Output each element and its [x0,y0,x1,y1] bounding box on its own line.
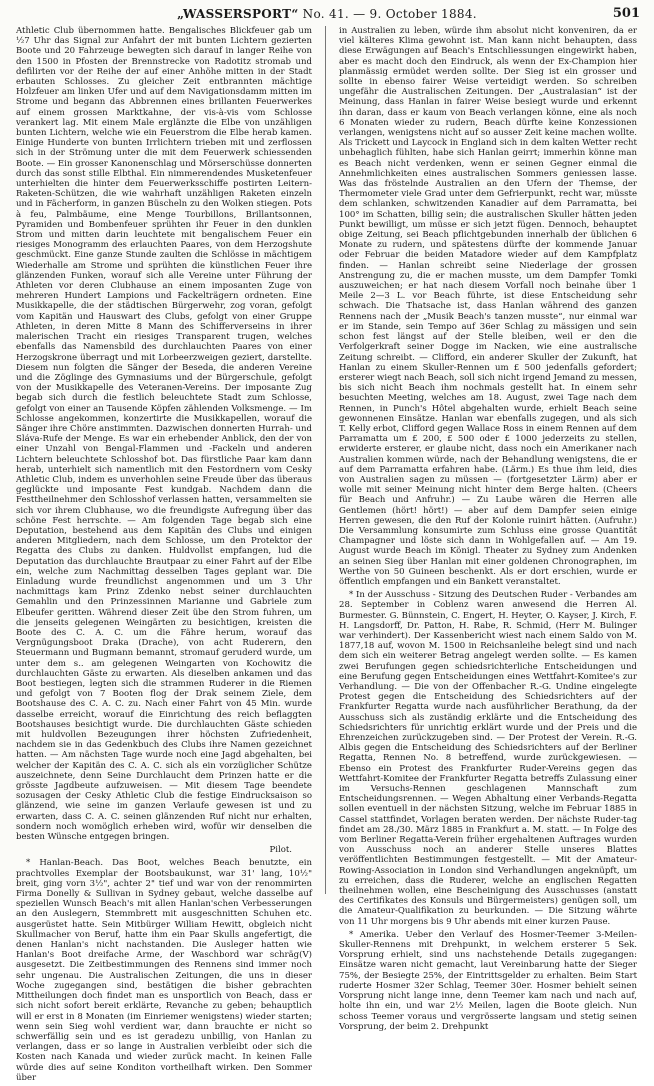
article-hanlan-beach: * Hanlan-Beach. Das Boot, welches Beach benutzte, ein prachtvolles Exemplar der Bootsbaukunst, war 31' lang, 10½" breit, ging vorn 3½", achter 2" tief und war von der renommirten Firma Donelly & Sullivan in Sydney gebaut, welche dasselbe auf speziellen Wunsch Beach's mit allen Hanlan'schen Verbesserungen an den Auslegern, Stemmbrett mit ausgeschnitten Schuhen etc. ausgerüstet hatte. Sein Mitbürger William Hewitt, obgleich nicht Skullmacher von Beruf, hatte ihm ein Paar Skulls angefertigt, die denen Hanlan's nicht nachstanden. Die Ausleger hatten wie Hanlan's Boot dreifache Arme, der Waschbord war schräg(V) ausgesetzt. Die Zeitbestimmungen des Rennens sind immer noch sehr ungenau. Die Australischen Zeitungen, die uns in dieser Woche zugegangen sind, bestätigen die bisher gebrachten Mittheilungen doch findet man es unsportlich von Beach, dass er sich nicht sofort bereit erklärte, Revanche zu geben; behauptlich will er erst in 8 Monaten (im Einriemer wenigstens) wieder starten; wenn sein Sieg wohl verdient war, dann brauchte er nicht so schwerfällig sein und es ist geradezu unbillig, von Hanlan zu verlangen, dass er so lange in Australien verbleibt oder sich die Kosten nach Kanada und wieder zurück macht. In keinen Falle würde dies auf seine Konditon vortheilhaft wirken. Den Sommer über [16,858,312,1083]
article-ruder-verband: * In der Ausschuss - Sitzung des Deutschen Ruder - Verbandes am 28. September in Coblenz waren anwesend die Herren Al. Burmester. G. Bünnstein, C. Engert, H. Heyter, O. Kayser, J. Kirch, F. H. Langsdorff, Dr. Patton, H. Rabe, R. Schmid, (Herr M. Bulinger war verhindert). Der Kassenbericht wiest nach einem Saldo von M. 1877,18 auf, wovon M. 1500 in Reichsanleihe belegt sind und nach dem sich ein weiterer Betrag angelegt werden sollte. — Es kamen zwei Berufungen gegen schiedsrichterliche Entscheidungen und eine Berufung gegen Entscheidungen eines Wettfahrt-Komitee's zur Verhandlung. — Die von der Offenbacher R.-G. Undine eingelegte Protest gegen die Entscheidung des Schiedsrichters auf der Frankfurter Regatta wurde nach ausführlicher Berathung, da der Ausschuss sich als zuständig erklärte und die Entscheidung des Schiedsrichters für unrichtig erklärt wurde und der Preis und die Ehrenzeichen zurückzugeben sind. — Der Protest der Verein. R.-G. Albis gegen die Entscheidung des Schiedsrichters auf der Berliner Regatta, Rennen No. 8 betreffend, wurde zurückgewiesen. — Ebenso ein Protest des Frankfurter Ruder-Vereins gegen das Wettfahrt-Komitee der Frankfurter Regatta betreffs Zulassung einer im Versuchs-Rennen geschlagenen Mannschaft zum Entscheidungsrennen. — Wegen Abhaltung einer Verbands-Regatta sollen eventuell in der nächsten Sitzung, welche im Februar 1885 in Cassel stattfindet, Vorlagen beraten werden. Der nächste Ruder-tag findet am 28./30. März 1885 in Frankfurt a. M. statt. — In Folge des vom Berliner Regatta-Verein früher ergehaltenen Auftrages wurden von Ausschuss noch an anderer Stelle unseres Blattes veröffentlichten Bestimmungen festgestellt. — Mit der Amateur-Rowing-Association in London sind Verhandlungen angeknüpft, um zu erreichen, dass die Ruderer, welche an englischen Regatten theilnehmen wollen, eine Bescheinigung des Ausschusses (anstatt des Certifikates des Konsuls und Bürgermeisters) genügen soll, um die Amateur-Qualifikation zu beurkunden. — Die Sitzung währte von 11 Uhr morgens bis 9 Uhr abends mit einer kurzen Pause. [339,590,637,927]
article-continuation: Athletic Club übernommen hatte. Bengalisches Blickfeuer gab um ½7 Uhr das Signal zur Anfahrt der mit bunten Lichtern gezierten Boote und 20 Fahrzeuge bewegten sich darauf in langer Reihe von den 1500 in Pfosten der Brennstrecke von Radotitz stromab und defilirten vor der Reihe der auf einer Anhöhe mitten in der Stadt erbauten Schlosses. Zu gleicher Zeit entbrannten mächtige Holzfeuer am linken Ufer und auf dem Navigationsdamm mitten im Strome und begann das Abbrennen eines brillanten Feuerwerkes auf einem grossen Marktkahne, der vis-à-vis vom Schlosse verankert lag. Mit einem Male erglänzte die Elbe von unzähligen bunten Lichtern, welche wie ein Feuerstrom die Elbe herab kamen. Einige Hunderte von bunten Irrlichtern trieben mit und zerflossen sich in der Strömung unter die mit dem Feuerwerk schiessenden Boote. — Ein grosser Kanonenschlag und Mörserschüsse donnerten durch das sonst stille Elbthal. Ein nimmerendendes Musketenfeuer unterhielten die hinter dem Feuerwerksschiffe postirten Leitern-Raketen-Schützen, die wie wahrhaft unzähligen Raketen einzeln und in Fächerform, in ganzen Büscheln zu den Wolken stiegen. Pots à feu, Palmbäume, eine Menge Tourbillons, Brillantsonnen, Pyramiden und Bombenfeuer sprühten ihr Feuer in den dunklen Strom und mitten darin leuchtete mit bengalischem Feuer ein riesiges Monogramm des erlauchten Paares, von dem Herzogshute geschmückt. Eine ganze Stunde zaulten die Schlösse in mächtigem Wiederhalle am Strome und sprühten die künstlichen Feuer ihre glänzenden Funken, worauf sich alle Vereine unter Führung der Athleten vor deren Clubhause an einem imposanten Zuge von mehreren Hundert Lampions und Fackelträgern ordneten. Eine Musikkapelle, die der städtischen Bürgerwehr, zog voran, gefolgt vom Kapitän und Hauswart des Clubs, gefolgt von einer Gruppe Athleten, in deren Mitte 8 Mann des Schifferverseins in ihrer malerischen Tracht ein riesiges Transparent trugen, welches ebenfalls das Namensbild des durchlauchten Paares von einer Herzogskrone überragt und mit Lorbeerzweigen geziert, darstellte. Diesem nun folgten die Sänger der Beseda, die anderen Vereine und die Zöglinge des Gymnasiums und der Bürgerschule, gefolgt von der Musikkapelle des Veteranen-Vereins. Der imposante Zug begab sich durch die festlich beleuchtete Stadt zum Schlosse, gefolgt von einer an Tausende Köpfen zählenden Volksmenge. — Im Schlosse angekommen, konzertirte die Musikkapellen, worauf die Sänger ihre Chöre anstimmten. Dazwischen donnerten Hurrah- und Sláva-Rufe der Menge. Es war ein erhebender Anblick, den der von einer Unzahl von Bengal-Flammen und -Fackeln und anderen Lichtern beleuchtete Schlosshof bot. Das fürstliche Paar kam dann herab, unterhielt sich namentlich mit den Festordnern vom Cesky Athletic Club, indem es unverhohlen seine Freude über das überaus geglückte und imposante Fest kundgab. Nachdem dann die Festtheilnehmer den Schlosshof verlassen hatten, versammelten sie sich vor ihrem Clubhause, wo die freundigste Aufregung über das schöne Fest herrschte. — Am folgenden Tage begab sich eine Deputation, bestehend aus dem Kapitän des Clubs und einigen anderen Mitgliedern, nach dem Schlosse, um den Protektor der Regatta des Clubs zu danken. Huldvollst empfangen, lud die Deputation das durchlauchte Brautpaar zu einer Fahrt auf der Elbe ein, welche zum Nachmittag desselben Tages geplant war. Die Einladung wurde freundlichst angenommen und um 3 Uhr nachmittags kam Prinz Zdenko nebst seiner durchlauchten Gemahlin und den Prinzessinnen Marianne und Gabriele zum Elbeufer geritten. Während dieser Zeit übe den Strom fuhren, um die jenseits gelegenen Weingärten zu besichtigen, kreisten die Boote des C. A. C. um die Fähre herum, worauf das Vergnügungsboot Draka (Drache), von acht Ruderern, den Steuermann und Bugmann bemannt, stromauf geruderd wurde, um unter dem s.. am gelegenen Weingarten von Kochowitz die durchlauchten Gäste zu erwarten. Als dieselben ankamen und das Boot bestiegen, legten sich die strammen Ruderer in die Riemen und gefolgt von 7 Booten flog der Drak seinem Ziele, dem Bootshause des C. A. C. zu. Nach einer Fahrt von 45 Min. wurde dasselbe erreicht, worauf die Einrichtung des reich beflaggten Bootshauses besichtigt wurde. Die durchlauchten Gäste schieden mit huldvollen Bezeugungen ihrer höchsten Zufriedenheit, nachdem sie in das Gedenkbuch des Clubs ihre Namen gezeichnet hatten. — Am nächsten Tage wurde noch eine Jagd abgehalten, bei welcher der Kapitän des C. A. C. sich als ein vorzüglicher Schütze auszeichnete, denn Seine Durchlaucht dem Prinzen hatte er die grösste Jagdbeute aufzuweisen. — Mit diesem Tage beendete sozusagen der Cesky Athletic Club die festige Eindrucksaison so glänzend, wie seine im ganzen Verlaufe gewesen ist und zu erwarten, dass C. A. C. seinen glänzenden Ruf nicht nur erhalten, sondern noch womöglich erheben wird, wofür wir denselben die besten Wünsche entgegen bringen. [16,26,312,843]
article-amerika: * Amerika. Ueber den Verlauf des Hosmer-Teemer 3-Meilen-Skuller-Rennens mit Drehpunkt, in welchem ersterer 5 Sek. Vorsprung erhielt, sind uns nachstehende Details zugegangen: Einsätze waren nicht gemacht, laut Vereinbarung hatte der Sieger 75%, der Besiegte 25%, der Eintrittsgelder zu erhalten. Beim Start ruderte Hosmer 32er Schlag, Teemer 30er. Hosmer behielt seinen Vorsprung nicht lange inne, denn Teemer kam nach und nach auf, holte ihn ein, und war 2½ Meilen, lagen die Boote gleich. Nun schoss Teemer voraus und vergrösserte langsam und stetig seinen Vorsprung, der beim 2. Drehpunkt [339,929,637,1032]
issue-line: No. 41. — 9. October 1884. [302,7,477,21]
page-header [0,6,654,26]
running-title [0,7,654,21]
column-divider [325,26,326,894]
article-hanlan-beach-continued: in Australien zu leben, würde ihm absolut nicht konveniren, da er viel kälteres Klima gewohnt ist. Man kann nicht behaupten, dass diese Erwägungen auf Beach's Entschliessungen eingewirkt haben, aber es macht doch den Eindruck, als wenn der Ex-Champion hier planmässig ermüdet werden sollte. Der Sieg ist ein grosser und sollte in ebenso fairer Weise verteidigt werden. So schreiben ungefähr die Australischen Zeitungen. Der „Australasian“ ist der Meinung, dass Hanlan in fairer Weise besiegt wurde und erkennt ihn daran, dass er kaum von Beach verlangen könne, eine als noch 6 Monaten wieder zu rudern, Beach dürfte keine Konzessionen verlangen, wenigstens nicht auf so ausser Zeit keine machen wollte. Als Trickett und Laycock in England sich in dem kalten Wetter recht unbehaglich fühlten, habe sich Hanlan geirrt; immerhin könne man es Beach nicht verdenken, wenn er seinen Gegner einmal die Annehmlichkeiten eines australischen Sommers geniessen lasse. Was das fröstelnde Australien an den Ufern der Themse, der Thermometer viele Grad unter dem Gefrierpunkt, recht war, müsste dem schlanken, schwitzenden Kanadier auf dem Parramatta, bei 100° im Schatten, billig sein; die australischen Skuller hätten jeden Punkt bewilligt, um müsse er sich jetzt fügen. Dennoch, behauptet obige Zeitung, sei Beach pflichtgebunden innerhalb der üblichen 6 Monate zu rudern, und spätestens dürfte der kommende Januar oder Februar die beiden Matadore wieder auf dem Kampfplatz finden. — Hanlan schreibt seine Niederlage der grossen Anstrengung zu, die er machen musste, um dem Dampfer Tomki auszuweichen; er hat nach diesem Vorfall noch beinahe über 1 Meile 2—3 L. vor Beach führte, ist diese Entscheidung sehr schwach. Die Thatsache ist, dass Hanlan während des ganzen Rennens nach der „Musik Beach's tanzen musste“, nur einmal war er im Stande, sein Tempo auf 36er Schlag zu mässigen und sein schon fest längst auf der Stelle bleiben, weil er den die Verfolgerkraft seiner Dogge im Nacken, wie eine australische Zeitung schreibt. — Clifford, ein anderer Skuller der Zukunft, hat Hanlan zu einem Skuller-Rennen um £ 500 jedenfalls gefordert; ersterer wiegt nach Beach, soll sich nicht irgend Jemand zu messen, bis sich nicht Beach ihm nochmals gestellt hat. In einem sehr besuchten Meeting, welches am 18. August, zwei Tage nach dem Rennen, in Punch's Hôtel abgehalten wurde, erhielt Beach seine gewonnenen Einsätze. Hanlan war ebenfalls zugegen, und als sich T. Kelly erbot, Clifford gegen Wallace Ross in einem Rennen auf dem Parramatta um £ 200, £ 500 oder £ 1000 jederzeits zu stellen, erwiderte ersterer, er glaube nicht, dass noch ein Amerikaner nach Australien kommen würde, nach der Behandlung wenigstens, die er auf dem Parramatta erfahren habe. (Lärm.) Es thue ihm leid, dies von Australien sagen zu müssen — (fortgesetzter Lärm) aber er wolle mit seiner Meinung nicht hinter dem Berge halten. (Cheers für Beach und Anfruhr.) — Zu Laube wären die Herren alle Gentlemen (hört! hört!) — aber auf dem Dampfer seien einige Herren gewesen, die den Ruf der Kolonie ruinirt hätten. (Aufruhr.) Die Versammlung konsumirte zum Schluss eine grosse Quantität Champagner und löste sich dann in Wohlgefallen auf. — Am 19. August wurde Beach im Königl. Theater zu Sydney zum Andenken an seinen Sieg über Hanlan mit einer goldenen Chronographen, im Werthe von 50 Guineen beschenkt. Als er dort erschien, wurde er öffentlich empfangen und ein Bankett veranstaltet. [339,26,637,587]
left-column [16,26,312,1086]
magazine-title: „WASSERSPORT“ [177,7,299,21]
right-column [339,26,637,1035]
author-signature: Pilot. [269,845,292,856]
page-number: 501 [612,6,640,21]
